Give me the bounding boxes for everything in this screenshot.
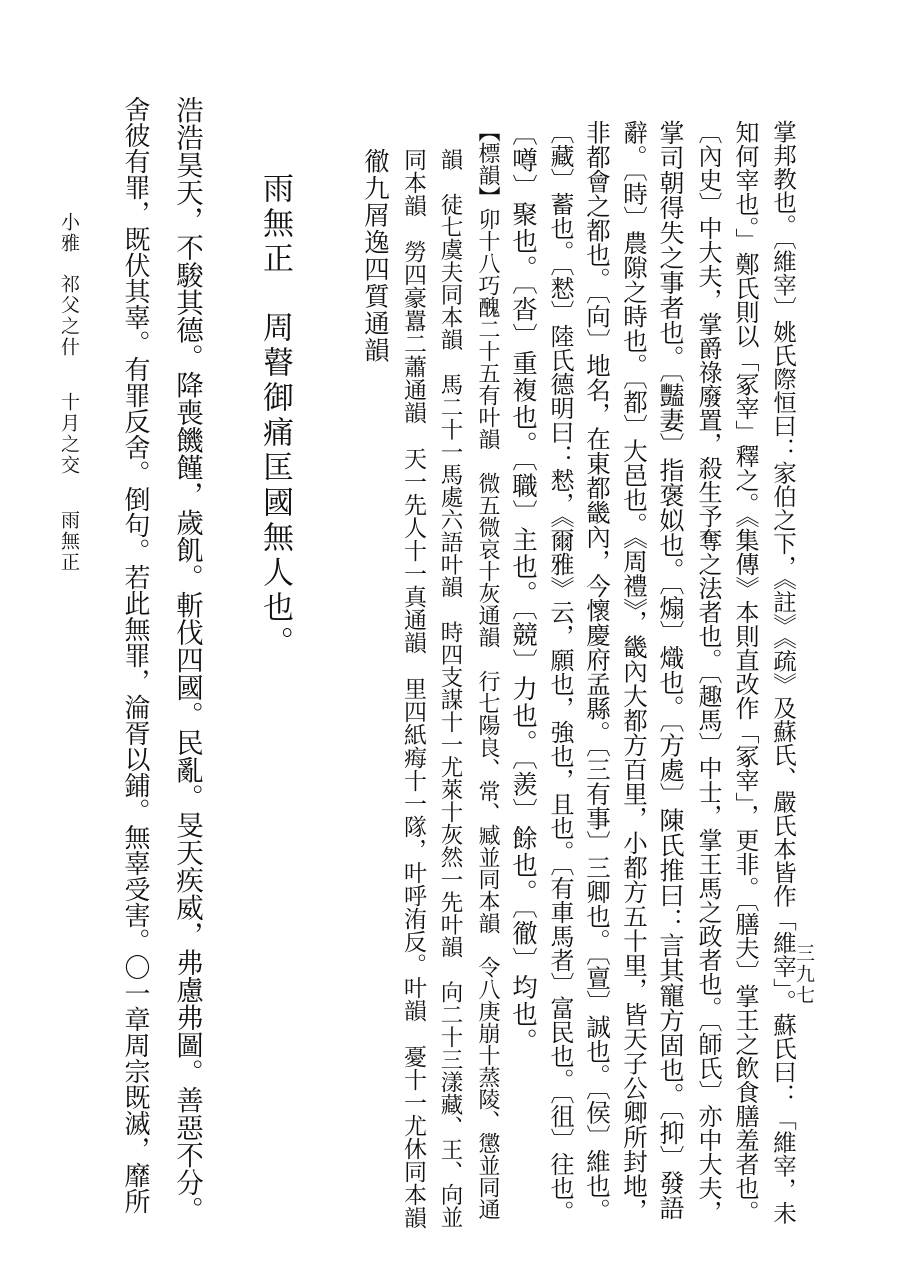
running-head-prev-poem: 十月之交 [58, 392, 80, 476]
commentary-line-1: 掌邦教也。〔維宰〕姚氏際恒曰：家伯之下，《註》《疏》及蘇氏、嚴氏本皆作「維宰」。蘇氏曰：「維宰，未 [769, 120, 797, 1225]
page-number: 三九七 [793, 943, 815, 1006]
poem-preface: 周瞽御痛匡國無人也。 [257, 311, 293, 661]
commentary-line-6: 非都會之都也。〔向〕地名，在東都畿內，今懷慶府孟縣。〔三有事〕三卿也。〔亶〕誠也。〔侯〕維也。 [583, 120, 612, 1223]
running-head-book: 小雅 [58, 212, 80, 254]
commentary-line-7: 〔藏〕蓄也。〔慭〕陸氏德明曰：慭，《爾雅》云，願也，強也，且也。〔有車馬者〕富民也。〔徂〕往也。 [546, 120, 574, 1224]
running-head-section: 祁父之什 [58, 274, 80, 358]
rhyme-note-line-2: 韻 徒七虞夫同本韻 馬二十一馬處六語叶韻 時四支謀十一尤萊十灰然一先叶韻 向二十三漾藏、王、向並 [437, 148, 463, 1228]
running-head-current-poem: 雨無正 [58, 510, 80, 573]
poem-title: 雨無正 [257, 172, 293, 277]
poem-verse-line-2: 舍彼有罪，既伏其辜。有罪反舍。倒句。若此無罪，淪胥以鋪。無辜受害。〇一章周宗既滅，靡所 [120, 96, 150, 1214]
commentary-line-8: 〔噂〕聚也。〔沓〕重複也。〔職〕主也。〔競〕力也。〔羨〕餘也。〔徹〕均也。 [508, 120, 538, 1056]
rhyme-note-line-3: 同本韻 勞四豪囂二蕭通韻 天一先人十一真通韻 里四紙痗十一隊，叶呼洧反。叶韻 憂十一尤休同本韻 [400, 148, 426, 1229]
running-head [56, 212, 83, 573]
poem-verse-line-1: 浩浩昊天，不駿其德。降喪饑饉，歲飢。斬伐四國。民亂。旻天疾威，弗慮弗圖。善惡不分。 [171, 96, 203, 1224]
poem-title-block [257, 172, 293, 661]
commentary-line-2: 知何宰也。」鄭氏則以「冢宰」釋之。《集傳》本則直改作「冢宰」，更非。〔膳夫〕掌王之飲食膳羞者也。 [731, 120, 759, 1224]
commentary-line-5: 辭。〔時〕農隙之時也。〔都〕大邑也。《周禮》，畿內大都方百里，小都方五十里，皆天子公卿所封地， [620, 120, 649, 1223]
commentary-line-4: 掌司朝得失之事者也。〔豔妻〕指褒姒也。〔煽〕熾也。〔方處〕陳氏推曰：言其寵方固也。〔抑〕發語 [656, 120, 685, 1220]
commentary-line-3: 〔內史〕中大夫，掌爵祿廢置，殺生予奪之法者也。〔趣馬〕中士，掌王馬之政者也。〔師氏〕亦中大夫， [694, 120, 722, 1224]
rhyme-note-line-1: 【標韻】卯十八巧醜二十五有叶韻 微五微哀十灰通韻 行七陽良、常、臧並同本韻 令八庚崩十蒸陵、懲並同通 [475, 120, 500, 1220]
rhyme-note-line-4: 徹九屑逸四質通韻 [360, 148, 390, 364]
